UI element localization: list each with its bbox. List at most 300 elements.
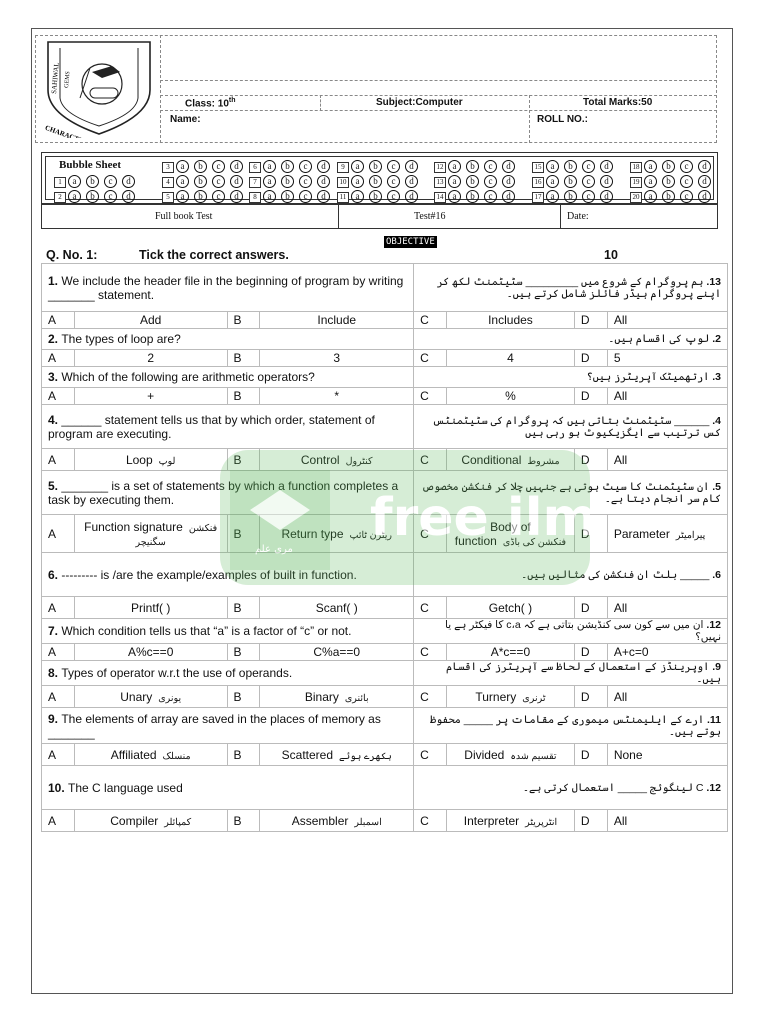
option-d[interactable] xyxy=(607,350,727,367)
answer-bubble-d[interactable]: d xyxy=(698,160,711,173)
option-letter: B xyxy=(227,350,260,367)
option-text-ur: یونری xyxy=(158,692,182,704)
answer-bubble-b[interactable]: b xyxy=(564,175,577,188)
answer-bubble-a[interactable]: a xyxy=(263,160,276,173)
answer-bubble-a[interactable]: a xyxy=(546,190,559,203)
bubble-question-number: 8 xyxy=(249,192,261,203)
header-divider xyxy=(529,95,530,143)
answer-bubble-a[interactable]: a xyxy=(351,160,364,173)
answer-bubble-a[interactable]: a xyxy=(351,190,364,203)
option-text: A+c=0 xyxy=(613,645,649,659)
options-row xyxy=(42,597,728,619)
question-en: ______ statement tells us that by which order, statement of program are executing. xyxy=(48,412,375,441)
question-num-ur: 11. xyxy=(704,713,721,726)
option-c[interactable] xyxy=(446,686,574,708)
option-letter: D xyxy=(574,810,607,832)
roll-no-label: ROLL NO.: xyxy=(537,114,588,125)
option-text-ur: بائنری xyxy=(344,692,369,704)
answer-bubble-b[interactable]: b xyxy=(281,175,294,188)
class-sup: th xyxy=(228,97,236,104)
answer-bubble-a[interactable]: a xyxy=(176,175,189,188)
bubble-question-number: 5 xyxy=(162,192,174,203)
question-en: Types of operator w.r.t the use of operands. xyxy=(61,666,293,680)
option-letter: D xyxy=(574,686,607,708)
option-letter: C xyxy=(414,597,447,619)
bubble-question-number: 4 xyxy=(162,177,174,188)
question-num-ur: 3. xyxy=(709,371,721,383)
question-ur: لوپ کی اقسام ہیں۔ xyxy=(608,333,710,345)
answer-bubble-d[interactable]: d xyxy=(502,160,515,173)
option-a[interactable] xyxy=(74,744,227,766)
option-letter: C xyxy=(414,744,447,766)
option-text: Return type xyxy=(281,526,344,541)
option-d[interactable] xyxy=(607,744,727,766)
answer-bubble-c[interactable]: c xyxy=(299,175,312,188)
option-b[interactable] xyxy=(260,350,414,367)
option-c[interactable] xyxy=(446,388,574,405)
option-d[interactable] xyxy=(607,388,727,405)
question-instruction: Tick the correct answers. xyxy=(139,248,289,262)
question-en: The types of loop are? xyxy=(61,332,181,346)
question-en: The C language used xyxy=(68,780,183,795)
answer-bubble-c[interactable]: c xyxy=(582,160,595,173)
option-d[interactable] xyxy=(607,312,727,329)
option-text: All xyxy=(613,813,628,828)
option-text: * xyxy=(334,389,340,403)
option-text: Unary xyxy=(120,689,153,704)
answer-bubble-b[interactable]: b xyxy=(369,175,382,188)
option-letter: D xyxy=(574,515,607,553)
option-letter: C xyxy=(414,810,447,832)
bubble-question-number: 1 xyxy=(54,177,66,188)
answer-bubble-b[interactable]: b xyxy=(662,175,675,188)
answer-bubble-d[interactable]: d xyxy=(600,160,613,173)
bubble-question-number: 10 xyxy=(337,177,349,188)
question-num: 6. xyxy=(48,567,62,582)
question-ur: ارے کے ایلیمنٹس میموری کے مقامات پر _____ محفوظ ہوتے ہیں۔ xyxy=(430,713,721,738)
option-text: C%a==0 xyxy=(313,645,361,659)
option-text-ur: کمپائلر xyxy=(164,816,192,828)
option-text: Body of function xyxy=(454,519,531,548)
option-d[interactable] xyxy=(607,810,727,832)
header-divider xyxy=(320,95,321,111)
test-info-bar xyxy=(41,204,718,229)
answer-bubble-b[interactable]: b xyxy=(281,160,294,173)
option-a[interactable] xyxy=(74,449,227,471)
question-row xyxy=(42,619,728,644)
option-a[interactable] xyxy=(74,350,227,367)
option-b[interactable] xyxy=(260,449,414,471)
option-letter: A xyxy=(42,744,75,766)
bubble-question-number: 11 xyxy=(337,192,349,203)
question-ur: اوپرینڈز کے استعمال کے لحاظ سے آپریٹرز کی اقسام ہیں۔ xyxy=(446,661,721,685)
answer-bubble-b[interactable]: b xyxy=(466,190,479,203)
options-row xyxy=(42,744,728,766)
option-text: Control xyxy=(300,452,340,467)
header-line xyxy=(160,110,717,111)
answer-bubble-c[interactable]: c xyxy=(484,190,497,203)
answer-bubble-c[interactable]: c xyxy=(582,190,595,203)
option-text-ur: کنٹرول xyxy=(345,455,373,467)
options-row xyxy=(42,686,728,708)
option-letter: B xyxy=(227,644,260,661)
question-num-ur: 5. xyxy=(709,480,721,493)
question-text-ur xyxy=(414,619,728,644)
option-letter: A xyxy=(42,644,75,661)
option-a[interactable] xyxy=(74,388,227,405)
question-text-en xyxy=(42,264,414,312)
option-d[interactable] xyxy=(607,686,727,708)
answer-bubble-d[interactable]: d xyxy=(405,175,418,188)
question-number: Q. No. 1: xyxy=(46,248,98,262)
answer-bubble-c[interactable]: c xyxy=(104,190,117,203)
answer-bubble-d[interactable]: d xyxy=(405,160,418,173)
question-num: 3. xyxy=(48,370,62,384)
answer-bubble-b[interactable]: b xyxy=(564,190,577,203)
option-c[interactable] xyxy=(446,449,574,471)
answer-bubble-a[interactable]: a xyxy=(448,175,461,188)
question-text-ur xyxy=(414,329,728,350)
answer-bubble-c[interactable]: c xyxy=(212,190,225,203)
question-marks: 10 xyxy=(604,248,618,262)
option-letter: D xyxy=(574,644,607,661)
answer-bubble-d[interactable]: d xyxy=(502,175,515,188)
option-letter: C xyxy=(414,515,447,553)
question-num-ur: 6. xyxy=(709,568,721,581)
option-letter: D xyxy=(574,312,607,329)
option-c[interactable] xyxy=(446,515,574,553)
question-text-en xyxy=(42,708,414,744)
option-b[interactable] xyxy=(260,686,414,708)
answer-bubble-a[interactable]: a xyxy=(263,190,276,203)
answer-bubble-b[interactable]: b xyxy=(466,160,479,173)
answer-bubble-a[interactable]: a xyxy=(644,160,657,173)
option-text-ur: منسلک xyxy=(162,750,191,762)
answer-bubble-c[interactable]: c xyxy=(680,190,693,203)
bubble-sheet-grid xyxy=(45,156,714,200)
option-text-ur: لوپ xyxy=(158,455,176,467)
question-ur: ان میں سے کون سی کنڈیشن بتاتی ہے کہ c،a کا فیکٹر ہے یا نہیں؟ xyxy=(445,619,721,643)
bubble-question-number: 16 xyxy=(532,177,544,188)
option-d[interactable] xyxy=(607,449,727,471)
option-text: All xyxy=(613,313,628,327)
answer-bubble-a[interactable]: a xyxy=(644,175,657,188)
option-text: Add xyxy=(140,313,162,327)
answer-bubble-c[interactable]: c xyxy=(212,175,225,188)
options-row xyxy=(42,515,728,553)
option-b[interactable] xyxy=(260,388,414,405)
option-letter: B xyxy=(227,597,260,619)
option-text: All xyxy=(613,689,628,704)
question-ur: ہم پروگرام کے شروع میں _________ سٹیٹمنٹ لکھ کر اپنے پروگرام ہیڈر فائلز شامل کرتے ہیں۔ xyxy=(436,275,721,300)
bubble-question-number: 12 xyxy=(434,162,446,173)
mcq-table xyxy=(41,263,728,832)
question-text-en xyxy=(42,471,414,515)
question-num-ur: 4. xyxy=(709,414,721,427)
answer-bubble-c[interactable]: c xyxy=(299,190,312,203)
option-text: All xyxy=(613,600,628,615)
question-row xyxy=(42,708,728,744)
option-a[interactable] xyxy=(74,515,227,553)
option-text: Scanf( ) xyxy=(315,600,358,615)
answer-bubble-c[interactable]: c xyxy=(104,175,117,188)
bubble-question-number: 19 xyxy=(630,177,642,188)
question-row xyxy=(42,661,728,686)
option-a[interactable] xyxy=(74,810,227,832)
answer-bubble-a[interactable]: a xyxy=(546,175,559,188)
question-num-ur: 13. xyxy=(703,275,721,288)
option-text: Interpreter xyxy=(463,813,520,828)
option-c[interactable] xyxy=(446,744,574,766)
option-a[interactable] xyxy=(74,597,227,619)
answer-bubble-b[interactable]: b xyxy=(86,190,99,203)
option-text-ur: ریٹرن ٹائپ xyxy=(349,529,392,541)
option-text-ur: تقسیم شدہ xyxy=(510,750,557,762)
option-letter: C xyxy=(414,686,447,708)
answer-bubble-d[interactable]: d xyxy=(317,175,330,188)
school-logo xyxy=(40,38,158,138)
logo-motto xyxy=(44,124,128,138)
question-text-en xyxy=(42,766,414,810)
option-text: Printf( ) xyxy=(131,600,171,615)
answer-bubble-b[interactable]: b xyxy=(281,190,294,203)
option-text: Turnery xyxy=(475,689,517,704)
option-letter: B xyxy=(227,312,260,329)
option-text: Includes xyxy=(488,313,533,327)
watermark-subtext: مری علم xyxy=(255,544,293,555)
answer-bubble-c[interactable]: c xyxy=(212,160,225,173)
option-c[interactable] xyxy=(446,810,574,832)
option-letter: A xyxy=(42,686,75,708)
option-letter: B xyxy=(227,515,260,553)
question-row xyxy=(42,553,728,597)
option-d[interactable] xyxy=(607,515,727,553)
bubble-question-number: 6 xyxy=(249,162,261,173)
option-text-ur: بکھرے ہوئے xyxy=(339,750,392,762)
answer-bubble-b[interactable]: b xyxy=(86,175,99,188)
option-text: A*c==0 xyxy=(490,645,531,659)
answer-bubble-d[interactable]: d xyxy=(122,175,135,188)
question-text-en xyxy=(42,405,414,449)
option-c[interactable] xyxy=(446,644,574,661)
option-letter: B xyxy=(227,810,260,832)
answer-bubble-a[interactable]: a xyxy=(448,190,461,203)
total-marks-label: Total Marks:50 xyxy=(583,97,653,108)
option-c[interactable] xyxy=(446,597,574,619)
answer-bubble-c[interactable]: c xyxy=(484,175,497,188)
name-label: Name: xyxy=(170,114,201,125)
options-row xyxy=(42,312,728,329)
answer-bubble-a[interactable]: a xyxy=(176,160,189,173)
answer-bubble-d[interactable]: d xyxy=(502,190,515,203)
class-label: Class: 10 xyxy=(185,98,229,110)
answer-bubble-d[interactable]: d xyxy=(600,190,613,203)
option-text: Conditional xyxy=(461,452,522,467)
question-text-ur xyxy=(414,553,728,597)
answer-bubble-d[interactable]: d xyxy=(317,160,330,173)
option-b[interactable] xyxy=(260,810,414,832)
answer-bubble-b[interactable]: b xyxy=(194,160,207,173)
bubble-question-number: 3 xyxy=(162,162,174,173)
option-text-ur: ٹرنری xyxy=(522,692,546,704)
question-num-ur: 12. xyxy=(703,619,721,631)
answer-bubble-d[interactable]: d xyxy=(122,190,135,203)
option-text: A%c==0 xyxy=(128,645,174,659)
option-text: All xyxy=(613,452,628,467)
question-text-en xyxy=(42,367,414,388)
option-a[interactable] xyxy=(74,686,227,708)
bubble-question-number: 15 xyxy=(532,162,544,173)
class-field xyxy=(185,97,236,109)
answer-bubble-d[interactable]: d xyxy=(230,175,243,188)
logo-text-gems: GEMS xyxy=(64,71,72,89)
answer-bubble-b[interactable]: b xyxy=(369,160,382,173)
option-b[interactable] xyxy=(260,744,414,766)
answer-bubble-a[interactable]: a xyxy=(644,190,657,203)
answer-bubble-b[interactable]: b xyxy=(466,175,479,188)
option-b[interactable] xyxy=(260,515,414,553)
question-text-ur xyxy=(414,367,728,388)
test-bar-divider xyxy=(338,205,339,228)
option-text: Parameter xyxy=(613,526,670,541)
option-letter: B xyxy=(227,449,260,471)
option-text: 4 xyxy=(507,351,514,365)
option-letter: D xyxy=(574,388,607,405)
answer-bubble-a[interactable]: a xyxy=(263,175,276,188)
option-c[interactable] xyxy=(446,350,574,367)
answer-bubble-a[interactable]: a xyxy=(546,160,559,173)
answer-bubble-a[interactable]: a xyxy=(176,190,189,203)
bubble-question-number: 18 xyxy=(630,162,642,173)
option-text: None xyxy=(613,747,643,762)
option-letter: D xyxy=(574,744,607,766)
option-letter: C xyxy=(414,449,447,471)
answer-bubble-c[interactable]: c xyxy=(680,175,693,188)
answer-bubble-b[interactable]: b xyxy=(194,190,207,203)
answer-bubble-c[interactable]: c xyxy=(582,175,595,188)
question-row xyxy=(42,405,728,449)
option-letter: A xyxy=(42,515,75,553)
question-row xyxy=(42,329,728,350)
option-b[interactable] xyxy=(260,312,414,329)
option-letter: B xyxy=(227,744,260,766)
header-divider xyxy=(160,35,161,143)
option-text-ur: اسمبلر xyxy=(354,816,382,828)
option-text: + xyxy=(147,389,155,403)
option-a[interactable] xyxy=(74,644,227,661)
option-letter: A xyxy=(42,449,75,471)
option-d[interactable] xyxy=(607,597,727,619)
bubble-question-number: 17 xyxy=(532,192,544,203)
question-text-en xyxy=(42,329,414,350)
option-text: Scattered xyxy=(281,747,334,762)
option-letter: A xyxy=(42,810,75,832)
answer-bubble-c[interactable]: c xyxy=(484,160,497,173)
answer-bubble-c[interactable]: c xyxy=(387,175,400,188)
bubble-question-number: 20 xyxy=(630,192,642,203)
answer-bubble-d[interactable]: d xyxy=(317,190,330,203)
answer-bubble-b[interactable]: b xyxy=(662,160,675,173)
question-num-ur: 9. xyxy=(709,661,721,673)
option-b[interactable] xyxy=(260,644,414,661)
option-text-ur: فنکشن کی باڈی xyxy=(502,536,567,548)
answer-bubble-d[interactable]: d xyxy=(230,160,243,173)
option-text: Affiliated xyxy=(110,747,157,762)
question-row xyxy=(42,264,728,312)
answer-bubble-d[interactable]: d xyxy=(600,175,613,188)
question-num: 4. xyxy=(48,412,62,427)
answer-bubble-b[interactable]: b xyxy=(369,190,382,203)
bubble-question-number: 2 xyxy=(54,192,66,203)
question-en: _______ is a set of statements by which a function completes a task by executing them. xyxy=(48,478,399,507)
option-text: Function signature xyxy=(84,519,183,534)
option-text: Assembler xyxy=(291,813,349,828)
answer-bubble-a[interactable]: a xyxy=(68,175,81,188)
answer-bubble-a[interactable]: a xyxy=(68,190,81,203)
option-letter: B xyxy=(227,686,260,708)
test-bar-divider xyxy=(560,205,561,228)
header-line xyxy=(160,80,717,81)
option-text: 2 xyxy=(147,351,155,365)
answer-bubble-c[interactable]: c xyxy=(299,160,312,173)
option-letter: D xyxy=(574,597,607,619)
watermark-text: free ilm xyxy=(370,488,590,548)
question-num-ur: 2. xyxy=(709,333,721,345)
question-text-en xyxy=(42,553,414,597)
bubble-sheet-title: Bubble Sheet xyxy=(59,159,122,171)
answer-bubble-b[interactable]: b xyxy=(564,160,577,173)
answer-bubble-a[interactable]: a xyxy=(351,175,364,188)
answer-bubble-c[interactable]: c xyxy=(387,190,400,203)
answer-bubble-d[interactable]: d xyxy=(698,190,711,203)
test-number: Test#16 xyxy=(414,211,446,222)
option-letter: B xyxy=(227,388,260,405)
option-text: Loop xyxy=(125,452,153,467)
option-c[interactable] xyxy=(446,312,574,329)
option-text: 3 xyxy=(333,351,341,365)
logo-text-sahiwal: SAHIWAL xyxy=(50,62,61,95)
options-row xyxy=(42,350,728,367)
question-ur: ______ سٹیٹمنٹ بتاتی ہیں کہ پروگرام کی سٹیٹمنٹس کس ترتیب سے ایگزیکیوٹ ہو رہی ہیں xyxy=(432,414,721,439)
subject-label: Subject:Computer xyxy=(376,97,463,108)
question-text-ur xyxy=(414,405,728,449)
bubble-question-number: 7 xyxy=(249,177,261,188)
answer-bubble-b[interactable]: b xyxy=(662,190,675,203)
option-b[interactable] xyxy=(260,597,414,619)
question-text-en xyxy=(42,661,414,686)
option-letter: A xyxy=(42,388,75,405)
option-text: Divided xyxy=(464,747,505,762)
question-en: We include the header file in the beginning of program by writing _______ statement. xyxy=(48,273,404,302)
answer-bubble-d[interactable]: d xyxy=(230,190,243,203)
option-a[interactable] xyxy=(74,312,227,329)
answer-bubble-c[interactable]: c xyxy=(387,160,400,173)
answer-bubble-c[interactable]: c xyxy=(680,160,693,173)
option-d[interactable] xyxy=(607,644,727,661)
question-ur: C لینگوئج _____ استعمال کرتی ہے۔ xyxy=(522,781,704,794)
test-type: Full book Test xyxy=(155,211,213,222)
answer-bubble-a[interactable]: a xyxy=(448,160,461,173)
bubble-question-number: 9 xyxy=(337,162,349,173)
bubble-question-number: 14 xyxy=(434,192,446,203)
date-label: Date: xyxy=(567,211,589,222)
answer-bubble-d[interactable]: d xyxy=(698,175,711,188)
answer-bubble-d[interactable]: d xyxy=(405,190,418,203)
option-letter: C xyxy=(414,312,447,329)
question-en: The elements of array are saved in the places of memory as _______ xyxy=(48,711,381,740)
answer-bubble-b[interactable]: b xyxy=(194,175,207,188)
question-num: 10. xyxy=(48,780,69,795)
